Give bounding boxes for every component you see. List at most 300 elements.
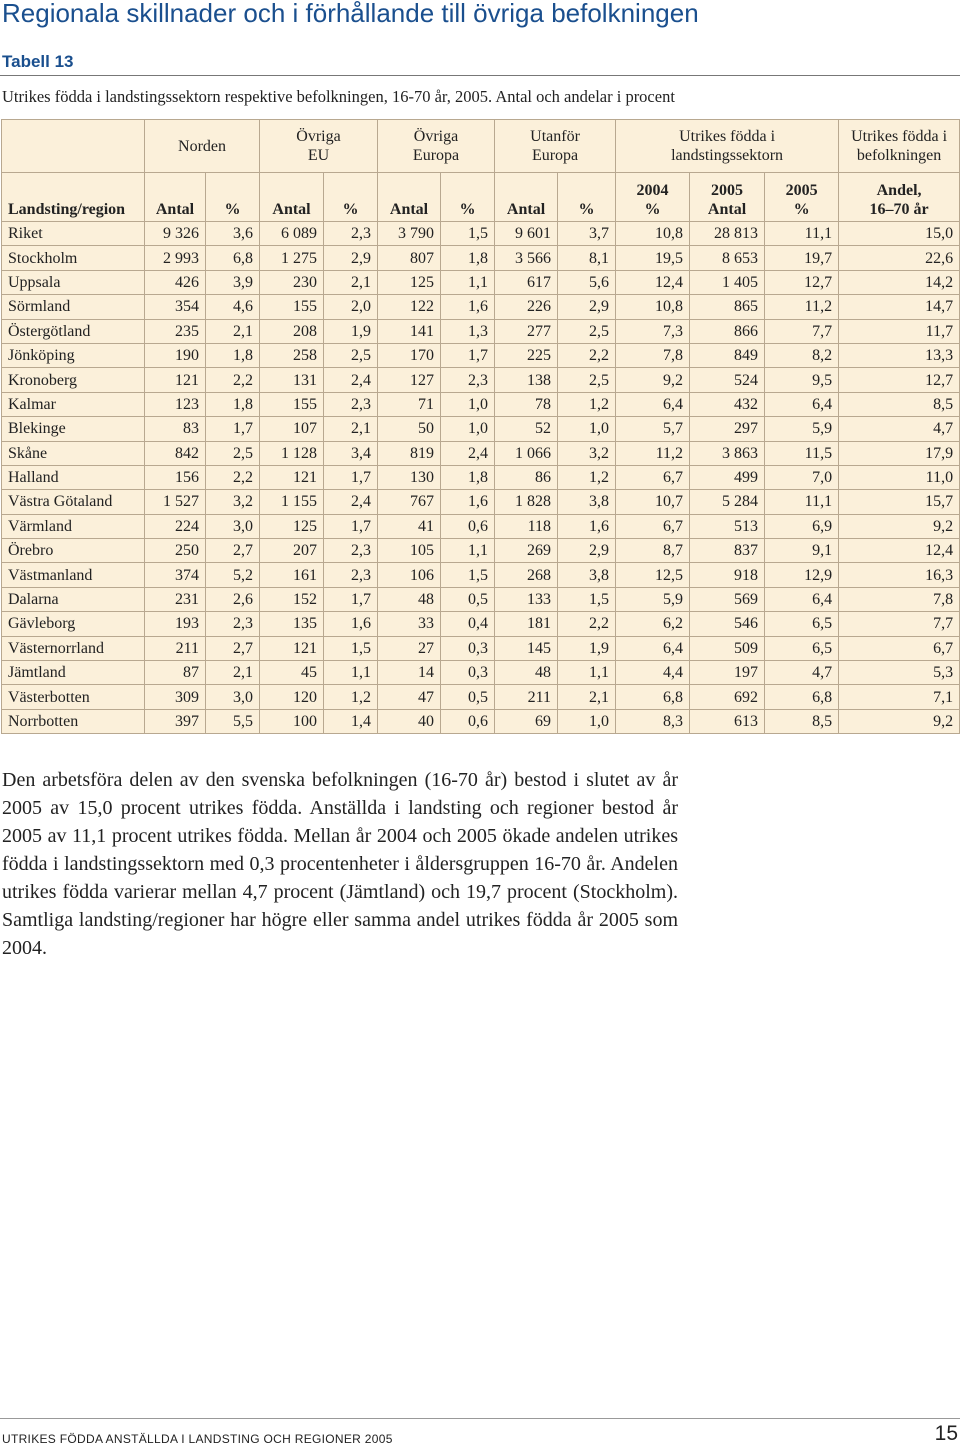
table-cell: 28 813 <box>690 222 765 246</box>
table-cell: 866 <box>690 319 765 343</box>
table-cell: 105 <box>378 539 441 563</box>
table-cell: 2,1 <box>324 417 378 441</box>
table-cell: 225 <box>495 343 558 367</box>
table-row <box>2 368 960 392</box>
table-cell: 1,2 <box>558 465 616 489</box>
table-cell: 1,7 <box>324 465 378 489</box>
table-cell: 4,7 <box>839 417 960 441</box>
table-cell: 1,1 <box>441 270 495 294</box>
header-group-row <box>2 120 960 173</box>
table-cell: 11,0 <box>839 465 960 489</box>
table-cell: 121 <box>145 368 206 392</box>
table-cell: 5 284 <box>690 490 765 514</box>
header-befolkningen: Utrikes födda i befolkningen <box>839 120 960 173</box>
table-cell: 22,6 <box>839 246 960 270</box>
heading-divider <box>0 75 960 76</box>
table-cell: 1 405 <box>690 270 765 294</box>
table-cell: 1,9 <box>324 319 378 343</box>
table-cell: 7,8 <box>616 343 690 367</box>
table-cell: 8,3 <box>616 709 690 733</box>
table-row <box>2 465 960 489</box>
table-cell: 11,2 <box>765 295 839 319</box>
table-cell: 397 <box>145 709 206 733</box>
table-cell: 3,8 <box>558 490 616 514</box>
table-cell: 2,2 <box>558 343 616 367</box>
table-cell: 309 <box>145 685 206 709</box>
table-row <box>2 514 960 538</box>
table-cell: 2,3 <box>441 368 495 392</box>
table-cell: 12,9 <box>765 563 839 587</box>
table-cell: 19,5 <box>616 246 690 270</box>
table-cell: 1,8 <box>206 343 260 367</box>
table-cell: 6,2 <box>616 612 690 636</box>
table-cell: 692 <box>690 685 765 709</box>
table-cell: 8,1 <box>558 246 616 270</box>
table-cell: 2,5 <box>558 368 616 392</box>
table-cell: 2,3 <box>324 539 378 563</box>
table-cell: 513 <box>690 514 765 538</box>
region-name-cell: Stockholm <box>2 246 145 270</box>
table-cell: 569 <box>690 587 765 611</box>
table-cell: 524 <box>690 368 765 392</box>
table-cell: 211 <box>145 636 206 660</box>
table-cell: 2,7 <box>206 539 260 563</box>
table-cell: 125 <box>378 270 441 294</box>
table-cell: 14 <box>378 661 441 685</box>
table-cell: 2,4 <box>324 490 378 514</box>
table-cell: 155 <box>260 392 324 416</box>
table-cell: 499 <box>690 465 765 489</box>
table-cell: 15,0 <box>839 222 960 246</box>
table-cell: 268 <box>495 563 558 587</box>
table-cell: 12,4 <box>616 270 690 294</box>
table-cell: 2,7 <box>206 636 260 660</box>
region-name-cell: Blekinge <box>2 417 145 441</box>
table-cell: 6,4 <box>616 636 690 660</box>
table-cell: 4,4 <box>616 661 690 685</box>
table-cell: 0,3 <box>441 636 495 660</box>
region-name-cell: Uppsala <box>2 270 145 294</box>
table-cell: 0,5 <box>441 587 495 611</box>
header-norden: Norden <box>145 120 260 173</box>
page-heading: Regionala skillnader och i förhållande till övriga befolkningen <box>2 0 699 28</box>
table-cell: 48 <box>378 587 441 611</box>
region-name-cell: Örebro <box>2 539 145 563</box>
table-cell: 4,7 <box>765 661 839 685</box>
table-cell: 12,7 <box>839 368 960 392</box>
region-name-cell: Jämtland <box>2 661 145 685</box>
table-cell: 3 863 <box>690 441 765 465</box>
table-row <box>2 563 960 587</box>
table-cell: 9,1 <box>765 539 839 563</box>
table-cell: 1,0 <box>558 417 616 441</box>
table-cell: 11,2 <box>616 441 690 465</box>
table-cell: 152 <box>260 587 324 611</box>
table-cell: 6 089 <box>260 222 324 246</box>
table-cell: 8,5 <box>839 392 960 416</box>
table-cell: 106 <box>378 563 441 587</box>
table-cell: 1,8 <box>441 465 495 489</box>
table-cell: 118 <box>495 514 558 538</box>
table-cell: 1,5 <box>558 587 616 611</box>
table-cell: 15,7 <box>839 490 960 514</box>
table-cell: 5,5 <box>206 709 260 733</box>
table-cell: 7,7 <box>839 612 960 636</box>
table-cell: 123 <box>145 392 206 416</box>
table-cell: 6,5 <box>765 612 839 636</box>
table-cell: 3,8 <box>558 563 616 587</box>
table-cell: 1,2 <box>558 392 616 416</box>
table-cell: 1 066 <box>495 441 558 465</box>
table-cell: 7,8 <box>839 587 960 611</box>
table-row <box>2 343 960 367</box>
table-cell: 1,8 <box>206 392 260 416</box>
table-cell: 0,5 <box>441 685 495 709</box>
table-cell: 1,0 <box>441 392 495 416</box>
table-cell: 3 566 <box>495 246 558 270</box>
table-cell: 11,1 <box>765 490 839 514</box>
table-cell: 5,3 <box>839 661 960 685</box>
table-cell: 11,1 <box>765 222 839 246</box>
table-cell: 40 <box>378 709 441 733</box>
table-cell: 193 <box>145 612 206 636</box>
table-cell: 2,2 <box>558 612 616 636</box>
header-norden-pct: % <box>206 173 260 222</box>
table-cell: 1,2 <box>324 685 378 709</box>
table-cell: 6,8 <box>206 246 260 270</box>
region-name-cell: Västra Götaland <box>2 490 145 514</box>
table-cell: 12,7 <box>765 270 839 294</box>
table-cell: 9,2 <box>839 514 960 538</box>
table-cell: 45 <box>260 661 324 685</box>
table-cell: 208 <box>260 319 324 343</box>
header-2005-antal: 2005 Antal <box>690 173 765 222</box>
table-cell: 2,2 <box>206 368 260 392</box>
table-cell: 1 828 <box>495 490 558 514</box>
header-andel: Andel, 16–70 år <box>839 173 960 222</box>
table-cell: 170 <box>378 343 441 367</box>
region-name-cell: Halland <box>2 465 145 489</box>
table-cell: 141 <box>378 319 441 343</box>
table-cell: 1 275 <box>260 246 324 270</box>
table-row <box>2 295 960 319</box>
table-cell: 4,6 <box>206 295 260 319</box>
table-cell: 432 <box>690 392 765 416</box>
table-cell: 14,7 <box>839 295 960 319</box>
table-cell: 87 <box>145 661 206 685</box>
table-header <box>2 120 960 222</box>
table-row <box>2 417 960 441</box>
table-cell: 3,0 <box>206 514 260 538</box>
table-cell: 297 <box>690 417 765 441</box>
table-cell: 181 <box>495 612 558 636</box>
table-row <box>2 222 960 246</box>
table-cell: 1,0 <box>441 417 495 441</box>
table-cell: 3,9 <box>206 270 260 294</box>
header-europa-pct: % <box>441 173 495 222</box>
table-cell: 1,7 <box>324 587 378 611</box>
table-cell: 0,3 <box>441 661 495 685</box>
header-utanfor-antal: Antal <box>495 173 558 222</box>
region-name-cell: Östergötland <box>2 319 145 343</box>
header-eu-antal: Antal <box>260 173 324 222</box>
body-paragraph: Den arbetsföra delen av den svenska befolkningen (16-70 år) bestod i slutet av år 2005 av 15,0 procent utrikes födda. Anställda i landsting och regioner bestod år 2005 av 11,1 procent utrikes födda. Mellan år 2004 och 2005 ökade andelen utrikes födda i landstingssektorn med 0,3 procentenheter i åldersgruppen 16-70 år. Andelen utrikes födda varierar mellan 4,7 procent (Jämtland) och 19,7 procent (Stockholm). Samtliga landsting/regioner har högre eller samma andel utrikes födda år 2005 som 2004. <box>2 769 678 959</box>
header-ovriga-eu: Övriga EU <box>260 120 378 173</box>
table-cell: 1,1 <box>441 539 495 563</box>
table-cell: 9,5 <box>765 368 839 392</box>
table-cell: 269 <box>495 539 558 563</box>
table-row <box>2 246 960 270</box>
table-cell: 819 <box>378 441 441 465</box>
table-cell: 1,5 <box>441 563 495 587</box>
table-cell: 7,3 <box>616 319 690 343</box>
table-cell: 2,5 <box>206 441 260 465</box>
table-cell: 2,9 <box>324 246 378 270</box>
table-cell: 0,4 <box>441 612 495 636</box>
table-cell: 6,7 <box>839 636 960 660</box>
table-cell: 7,1 <box>839 685 960 709</box>
table-cell: 211 <box>495 685 558 709</box>
header-norden-antal: Antal <box>145 173 206 222</box>
table-cell: 2,2 <box>206 465 260 489</box>
header-landstingssektorn: Utrikes födda i landstingssektorn <box>616 120 839 173</box>
table-cell: 8,7 <box>616 539 690 563</box>
table-cell: 1 527 <box>145 490 206 514</box>
table-caption: Utrikes födda i landstingssektorn respektive befolkningen, 16-70 år, 2005. Antal och andelar i procent <box>2 87 675 106</box>
table-cell: 11,7 <box>839 319 960 343</box>
table-row <box>2 392 960 416</box>
table-cell: 52 <box>495 417 558 441</box>
table-row <box>2 685 960 709</box>
table-cell: 50 <box>378 417 441 441</box>
table-cell: 374 <box>145 563 206 587</box>
footer-divider <box>0 1418 960 1419</box>
table-cell: 11,5 <box>765 441 839 465</box>
table-cell: 546 <box>690 612 765 636</box>
table-cell: 10,8 <box>616 295 690 319</box>
table-cell: 1,7 <box>206 417 260 441</box>
region-name-cell: Riket <box>2 222 145 246</box>
region-name-cell: Värmland <box>2 514 145 538</box>
table-cell: 9 601 <box>495 222 558 246</box>
table-row <box>2 709 960 733</box>
header-utanfor-europa: Utanför Europa <box>495 120 616 173</box>
table-cell: 161 <box>260 563 324 587</box>
table-cell: 2 993 <box>145 246 206 270</box>
table-cell: 1,5 <box>324 636 378 660</box>
table-cell: 224 <box>145 514 206 538</box>
header-utanfor-pct: % <box>558 173 616 222</box>
table-cell: 6,7 <box>616 514 690 538</box>
table-cell: 842 <box>145 441 206 465</box>
region-name-cell: Kronoberg <box>2 368 145 392</box>
region-name-cell: Kalmar <box>2 392 145 416</box>
table-cell: 1,7 <box>441 343 495 367</box>
table-cell: 3,7 <box>558 222 616 246</box>
table-cell: 0,6 <box>441 514 495 538</box>
table-cell: 5,6 <box>558 270 616 294</box>
table-cell: 145 <box>495 636 558 660</box>
region-name-cell: Jönköping <box>2 343 145 367</box>
table-cell: 1,6 <box>441 295 495 319</box>
table-cell: 5,2 <box>206 563 260 587</box>
statistics-table <box>1 119 960 734</box>
table-cell: 3 790 <box>378 222 441 246</box>
table-cell: 3,2 <box>206 490 260 514</box>
table-cell: 47 <box>378 685 441 709</box>
table-cell: 130 <box>378 465 441 489</box>
table-cell: 509 <box>690 636 765 660</box>
table-cell: 12,5 <box>616 563 690 587</box>
table-row <box>2 539 960 563</box>
table-cell: 100 <box>260 709 324 733</box>
table-cell: 9,2 <box>616 368 690 392</box>
table-cell: 83 <box>145 417 206 441</box>
table-cell: 1,4 <box>324 709 378 733</box>
header-region: Landsting/region <box>2 173 145 222</box>
region-name-cell: Gävleborg <box>2 612 145 636</box>
table-row <box>2 319 960 343</box>
table-cell: 2,5 <box>558 319 616 343</box>
table-cell: 6,7 <box>616 465 690 489</box>
table-cell: 1,6 <box>324 612 378 636</box>
table-cell: 6,4 <box>765 392 839 416</box>
table-cell: 1 128 <box>260 441 324 465</box>
table-cell: 3,6 <box>206 222 260 246</box>
table-cell: 121 <box>260 636 324 660</box>
table-cell: 1,1 <box>324 661 378 685</box>
table-cell: 2,3 <box>324 392 378 416</box>
table-row <box>2 587 960 611</box>
table-cell: 1,6 <box>558 514 616 538</box>
table-cell: 155 <box>260 295 324 319</box>
table-cell: 71 <box>378 392 441 416</box>
table-cell: 1,9 <box>558 636 616 660</box>
table-cell: 131 <box>260 368 324 392</box>
table-cell: 226 <box>495 295 558 319</box>
table-row <box>2 270 960 294</box>
table-cell: 2,3 <box>324 563 378 587</box>
table-cell: 0,6 <box>441 709 495 733</box>
table-cell: 107 <box>260 417 324 441</box>
table-cell: 250 <box>145 539 206 563</box>
header-europa-antal: Antal <box>378 173 441 222</box>
table-cell: 1 155 <box>260 490 324 514</box>
table-cell: 1,1 <box>558 661 616 685</box>
table-cell: 6,8 <box>765 685 839 709</box>
table-cell: 120 <box>260 685 324 709</box>
table-cell: 918 <box>690 563 765 587</box>
table-cell: 7,0 <box>765 465 839 489</box>
table-cell: 1,0 <box>558 709 616 733</box>
header-column-row <box>2 173 960 222</box>
table-cell: 2,9 <box>558 539 616 563</box>
table-cell: 2,5 <box>324 343 378 367</box>
table-cell: 9 326 <box>145 222 206 246</box>
header-2004-pct: 2004 % <box>616 173 690 222</box>
table-cell: 135 <box>260 612 324 636</box>
header-empty-cell <box>2 120 145 173</box>
table-cell: 6,8 <box>616 685 690 709</box>
table-cell: 27 <box>378 636 441 660</box>
table-cell: 2,1 <box>324 270 378 294</box>
table-cell: 8 653 <box>690 246 765 270</box>
table-cell: 5,9 <box>765 417 839 441</box>
table-cell: 767 <box>378 490 441 514</box>
table-cell: 121 <box>260 465 324 489</box>
table-cell: 5,7 <box>616 417 690 441</box>
table-cell: 207 <box>260 539 324 563</box>
table-body <box>2 222 960 734</box>
table-cell: 277 <box>495 319 558 343</box>
table-cell: 7,7 <box>765 319 839 343</box>
table-cell: 849 <box>690 343 765 367</box>
region-name-cell: Norrbotten <box>2 709 145 733</box>
table-cell: 1,8 <box>441 246 495 270</box>
footer-label: UTRIKES FÖDDA ANSTÄLLDA I LANDSTING OCH REGIONER 2005 <box>2 1432 393 1446</box>
table-cell: 2,4 <box>441 441 495 465</box>
table-cell: 8,2 <box>765 343 839 367</box>
table-cell: 125 <box>260 514 324 538</box>
table-cell: 9,2 <box>839 709 960 733</box>
table-cell: 6,4 <box>616 392 690 416</box>
table-cell: 2,9 <box>558 295 616 319</box>
table-cell: 16,3 <box>839 563 960 587</box>
table-cell: 3,0 <box>206 685 260 709</box>
table-cell: 41 <box>378 514 441 538</box>
table-cell: 156 <box>145 465 206 489</box>
table-cell: 33 <box>378 612 441 636</box>
table-cell: 197 <box>690 661 765 685</box>
table-cell: 48 <box>495 661 558 685</box>
table-cell: 2,1 <box>558 685 616 709</box>
table-cell: 86 <box>495 465 558 489</box>
table-cell: 230 <box>260 270 324 294</box>
region-name-cell: Västmanland <box>2 563 145 587</box>
table-row <box>2 661 960 685</box>
table-cell: 69 <box>495 709 558 733</box>
page-number: 15 <box>934 1422 958 1445</box>
table-cell: 6,5 <box>765 636 839 660</box>
table-cell: 13,3 <box>839 343 960 367</box>
table-cell: 613 <box>690 709 765 733</box>
table-cell: 426 <box>145 270 206 294</box>
table-cell: 837 <box>690 539 765 563</box>
table-cell: 190 <box>145 343 206 367</box>
table-cell: 122 <box>378 295 441 319</box>
table-cell: 2,3 <box>206 612 260 636</box>
table-row <box>2 490 960 514</box>
table-cell: 3,4 <box>324 441 378 465</box>
table-cell: 2,3 <box>324 222 378 246</box>
table-cell: 14,2 <box>839 270 960 294</box>
table-cell: 2,6 <box>206 587 260 611</box>
region-name-cell: Västerbotten <box>2 685 145 709</box>
table-cell: 138 <box>495 368 558 392</box>
header-ovriga-europa: Övriga Europa <box>378 120 495 173</box>
header-eu-pct: % <box>324 173 378 222</box>
table-row <box>2 441 960 465</box>
table-cell: 10,8 <box>616 222 690 246</box>
table-cell: 617 <box>495 270 558 294</box>
table-cell: 865 <box>690 295 765 319</box>
table-cell: 1,7 <box>324 514 378 538</box>
table-cell: 235 <box>145 319 206 343</box>
table-row <box>2 636 960 660</box>
table-cell: 231 <box>145 587 206 611</box>
table-cell: 5,9 <box>616 587 690 611</box>
region-name-cell: Västernorrland <box>2 636 145 660</box>
